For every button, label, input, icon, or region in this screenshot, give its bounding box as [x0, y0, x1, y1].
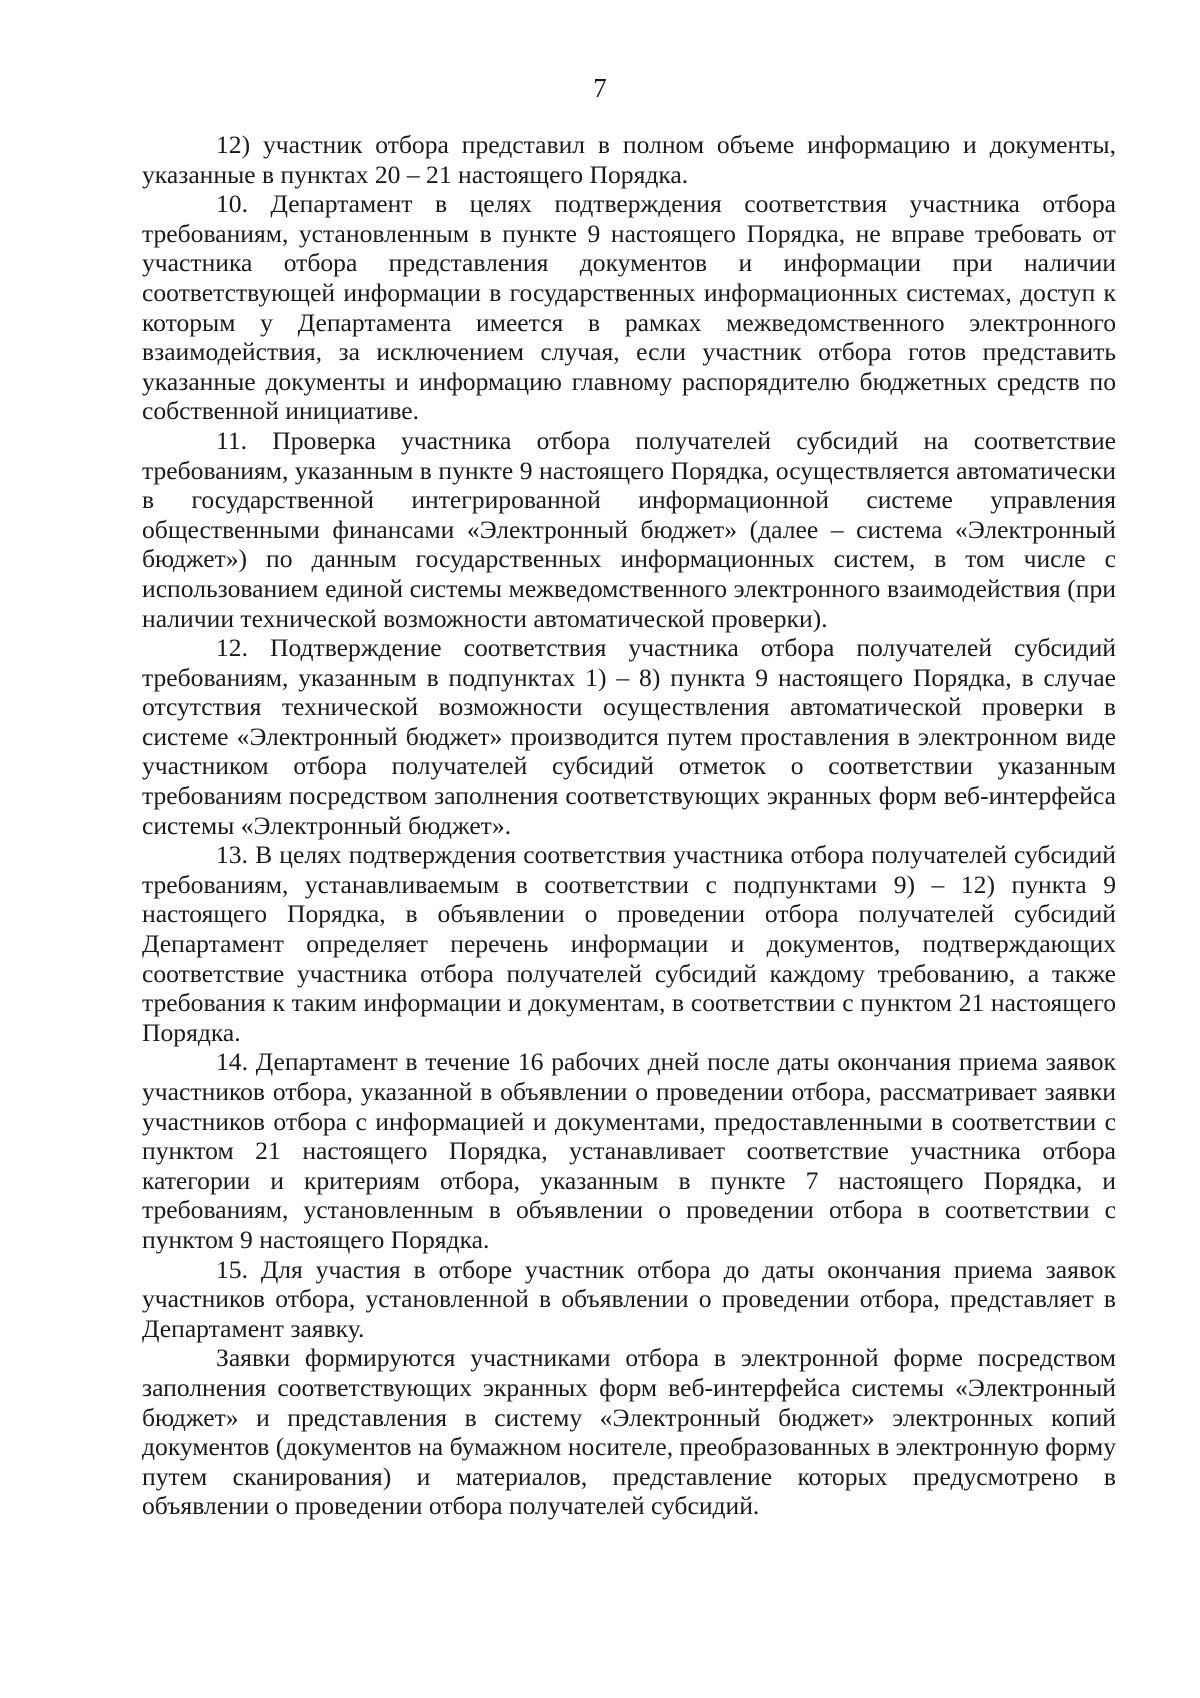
paragraph-13: 13. В целях подтверждения соответствия участника отбора получателей субсидий требованиям, устанавливаемым в соответствии с подпунктами 9) – 12) пункта 9 настоящего Порядка, в объявлении о проведении отбора получателей субсидий Департамент определяет перечень информации и документов, подтверждающих соответствие участника отбора получателей субсидий каждому требованию, а также требования к таким информации и документам, в соответствии с пунктом 21 настоящего Порядка.	[142, 840, 1116, 1047]
paragraph-10: 10. Департамент в целях подтверждения соответствия участника отбора требованиям, установленным в пункте 9 настоящего Порядка, не вправе требовать от участника отбора представления документов и информации при наличии соответствующей информации в государственных информационных системах, доступ к которым у Департамента имеется в рамках межведомственного электронного взаимодействия, за исключением случая, если участник отбора готов представить указанные документы и информацию главному распорядителю бюджетных средств по собственной инициативе.	[142, 189, 1116, 426]
document-body	[142, 130, 1116, 1521]
paragraph-item-12-subpoint: 12) участник отбора представил в полном объеме информацию и документы, указанные в пунктах 20 – 21 настоящего Порядка.	[142, 130, 1116, 189]
paragraph-15-continuation: Заявки формируются участниками отбора в электронной форме посредством заполнения соответствующих экранных форм веб-интерфейса системы «Электронный бюджет» и представления в систему «Электронный бюджет» электронных копий документов (документов на бумажном носителе, преобразованных в электронную форму путем сканирования) и материалов, представление которых предусмотрено в объявлении о проведении отбора получателей субсидий.	[142, 1343, 1116, 1521]
page-number: 7	[593, 73, 607, 103]
paragraph-15: 15. Для участия в отборе участник отбора до даты окончания приема заявок участников отбора, установленной в объявлении о проведении отбора, представляет в Департамент заявку.	[142, 1254, 1116, 1343]
paragraph-11: 11. Проверка участника отбора получателей субсидий на соответствие требованиям, указанным в пункте 9 настоящего Порядка, осуществляется автоматически в государственной интегрированной информационной системе управления общественными финансами «Электронный бюджет» (далее – система «Электронный бюджет») по данным государственных информационных систем, в том числе с использованием единой системы межведомственного электронного взаимодействия (при наличии технической возможности автоматической проверки).	[142, 425, 1116, 633]
paragraph-12: 12. Подтверждение соответствия участника отбора получателей субсидий требованиям, указанным в подпунктах 1) – 8) пункта 9 настоящего Порядка, в случае отсутствия технической возможности осуществления автоматической проверки в системе «Электронный бюджет» производится путем проставления в электронном виде участником отбора получателей субсидий отметок о соответствии указанным требованиям посредством заполнения соответствующих экранных форм веб-интерфейса системы «Электронный бюджет».	[142, 633, 1116, 840]
paragraph-14: 14. Департамент в течение 16 рабочих дней после даты окончания приема заявок участников отбора, указанной в объявлении о проведении отбора, рассматривает заявки участников отбора с информацией и документами, предоставленными в соответствии с пунктом 21 настоящего Порядка, устанавливает соответствие участника отбора категории и критериям отбора, указанным в пункте 7 настоящего Порядка, и требованиям, установленным в объявлении о проведении отбора в соответствии с пунктом 9 настоящего Порядка.	[142, 1047, 1116, 1254]
